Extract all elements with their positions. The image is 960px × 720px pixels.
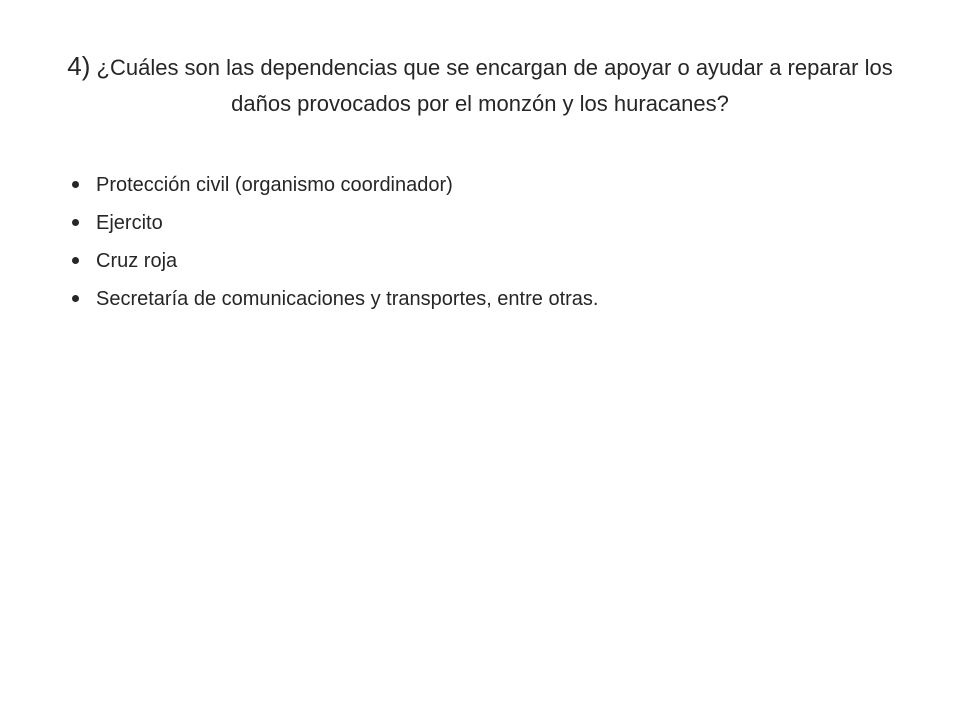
slide-title [60, 48, 900, 122]
list-item-text: Ejercito [96, 212, 163, 234]
list-item-text: Protección civil (organismo coordinador) [96, 174, 453, 196]
list-item [72, 210, 892, 236]
bullet-icon [72, 181, 79, 188]
list-item [72, 286, 892, 312]
list-item [72, 248, 892, 274]
bullet-icon [72, 295, 79, 302]
question-text: ¿Cuáles son las dependencias que se encargan de apoyar o ayudar a reparar los daños provocados por el monzón y los huracanes? [90, 55, 893, 116]
bullet-icon [72, 257, 79, 264]
list-item-text: Cruz roja [96, 250, 178, 272]
question-number: 4) [67, 51, 91, 81]
answer-list [72, 172, 892, 324]
list-item [72, 172, 892, 198]
bullet-icon [72, 219, 79, 226]
list-item-text: Secretaría de comunicaciones y transportes, entre otras. [96, 288, 599, 310]
